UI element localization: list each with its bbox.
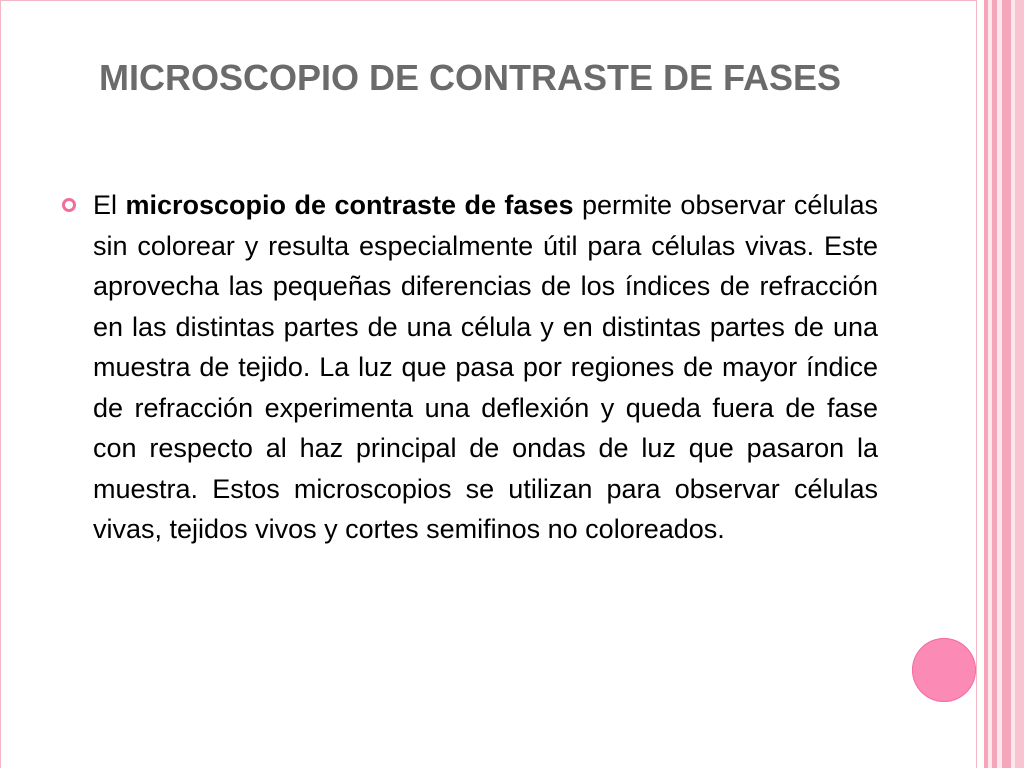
stripe <box>1015 0 1024 768</box>
decorative-stripes <box>984 0 1024 768</box>
bullet-ring-icon <box>62 198 76 212</box>
stripe <box>1002 0 1011 768</box>
decorative-circle <box>912 638 976 702</box>
bullet-rest: permite observar células sin colorear y resulta especialmente útil para células vivas. Este aprovecha las pequeñas diferencias de los índices de refracción en las distintas partes de una célula y en distintas partes de una muestra de tejido. La luz que pasa por regiones de mayor índice de refracción experimenta una deflexión y queda fuera de fase con respecto al haz principal de ondas de luz que pasaron la muestra. Estos microscopios se utilizan para observar células vivas, tejidos vivos y cortes semifinos no coloreados. <box>93 190 878 544</box>
bullet-bold-term: microscopio de contraste de fases <box>125 190 574 220</box>
bullet-item <box>62 185 878 550</box>
bullet-lead: El <box>93 190 118 220</box>
slide-title: MICROSCOPIO DE CONTRASTE DE FASES <box>98 57 842 98</box>
bullet-text <box>93 185 878 550</box>
